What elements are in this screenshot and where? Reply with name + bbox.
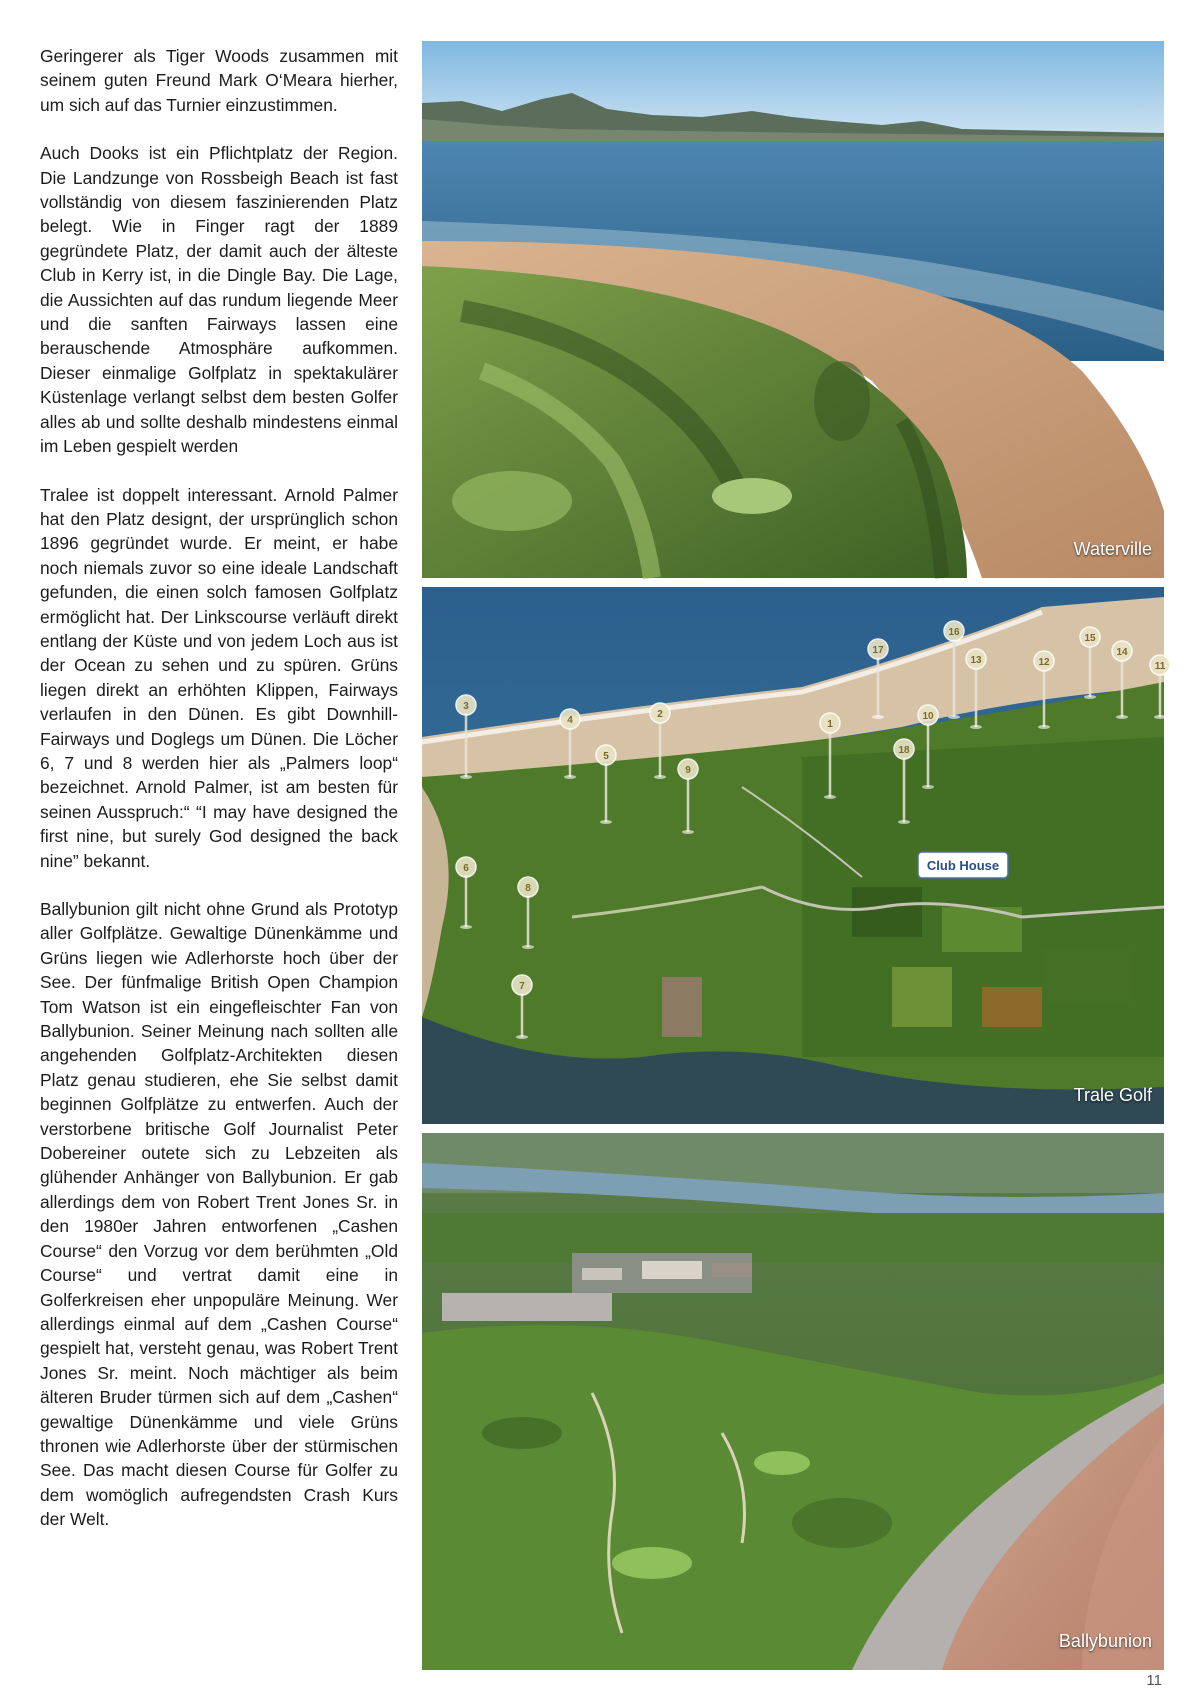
photo-waterville xyxy=(422,41,1164,578)
hole-marker-label: 18 xyxy=(898,745,910,756)
paragraph-ballybunion: Ballybunion gilt nicht ohne Grund als Prototyp aller Golfplätze. Gewaltige Dünenkämme und Grüns liegen wie Adlerhorste hoch über der See. Der fünfmalige British Open Champion Tom Watson ist ein eingefleischter Fan von Ballybunion. Seiner Meinung nach sollten alle angehenden Golfplatz-Architekten diesen Platz genau studieren, ehe Sie selbst damit beginnen Golfplätze zu entwerfen. Auch der verstorbene britische Golf Journalist Peter Dobereiner outete sich zu Lebzeiten als glühender Anhänger von Ballybunion. Er gab allerdings dem von Robert Trent Jones Sr. in den 1980er Jahren entworfenen „Cashen Course“ den Vorzug vor dem berühmten „Old Course“ und vertrat damit eine in Golferkreisen eher unpopuläre Meinung. Wer allerdings einmal auf dem „Cashen Course“ gespielt hat, versteht genau, was Robert Trent Jones Sr. meint. Noch mächtiger als beim älteren Bruder türmen sich auf dem „Cashen“ gewaltige Dünenkämme und viele Grüns thronen wie Adlerhorste über der stürmischen See. Das macht diesen Course für Golfer zu dem womöglich aufregendsten Crash Kurs der Welt. xyxy=(40,899,398,1530)
photo-tralee xyxy=(422,587,1164,1124)
page-number: 11 xyxy=(1146,1672,1162,1689)
paragraph-intro: Geringerer als Tiger Woods zusammen mit seinem guten Freund Mark O‘Meara hierher, um sich auf das Turnier einzustimmen. xyxy=(40,46,398,115)
caption-ballybunion: Ballybunion xyxy=(1058,1631,1152,1651)
club-house-label[interactable]: Club House xyxy=(926,858,1000,873)
hole-marker-label: 15 xyxy=(1084,633,1096,644)
hole-marker-label: 7 xyxy=(519,981,525,992)
hole-marker-label: 13 xyxy=(970,655,982,666)
photo-ballybunion xyxy=(422,1133,1164,1670)
hole-marker-label: 10 xyxy=(922,711,934,722)
hole-marker-label: 14 xyxy=(1116,647,1128,658)
hole-marker-label: 3 xyxy=(463,701,469,712)
ballybunion-image xyxy=(422,1133,1164,1670)
hole-marker-label: 6 xyxy=(463,863,469,874)
hole-marker-label: 2 xyxy=(657,709,663,720)
paragraph-dooks: Auch Dooks ist ein Pflichtplatz der Region. Die Landzunge von Rossbeigh Beach ist fast vollständig von diesem faszinierenden Platz belegt. Wie in Finger ragt der 1889 gegründete Platz, der damit auch der älteste Club in Kerry ist, in die Dingle Bay. Die Lage, die Aussichten auf das rundum liegende Meer und die sanften Fairways lassen eine berauschende Atmosphäre aufkommen. Dieser einmalige Golfplatz in spektakulärer Küstenlage verlangt selbst dem besten Golfer alles ab und sollte deshalb mindestens einmal im Leben gespielt werden xyxy=(40,143,398,457)
tralee-image xyxy=(422,587,1164,1124)
hole-marker-label: 9 xyxy=(685,765,691,776)
paragraph-tralee: Tralee ist doppelt interessant. Arnold Palmer hat den Platz designt, der ursprünglich schon 1896 gegründet wurde. Er meint, er habe noch niemals zuvor so eine ideale Landschaft gefunden, die einen solch famosen Golfplatz ermöglicht hat. Der Linkscourse verläuft direkt entlang der Küste und von jedem Loch aus ist der Ocean zu sehen und zu spüren. Grüns liegen direkt an erhöhten Klippen, Fairways verlaufen in den Dünen. Es gibt Downhill-Fairways und Doglegs um Dünen. Die Löcher 6, 7 und 8 werden hier als „Palmers loop“ bezeichnet. Arnold Palmer, ist am besten für seinen Ausspruch:“ “I may have designed the first nine, but surely God designed the back nine” bekannt. xyxy=(40,484,398,871)
caption-tralee: Trale Golf xyxy=(1073,1085,1152,1105)
hole-marker-label: 16 xyxy=(948,627,960,638)
hole-marker-label: 17 xyxy=(872,645,884,656)
article-text xyxy=(40,44,398,1556)
hole-marker-label: 1 xyxy=(827,719,833,730)
hole-marker-label: 8 xyxy=(525,883,531,894)
hole-marker-label: 5 xyxy=(603,751,609,762)
hole-marker-label: 4 xyxy=(567,715,573,726)
hole-marker-label: 12 xyxy=(1038,657,1050,668)
hole-marker-label: 11 xyxy=(1154,661,1166,672)
waterville-image xyxy=(422,41,1164,578)
caption-waterville: Waterville xyxy=(1073,539,1152,559)
